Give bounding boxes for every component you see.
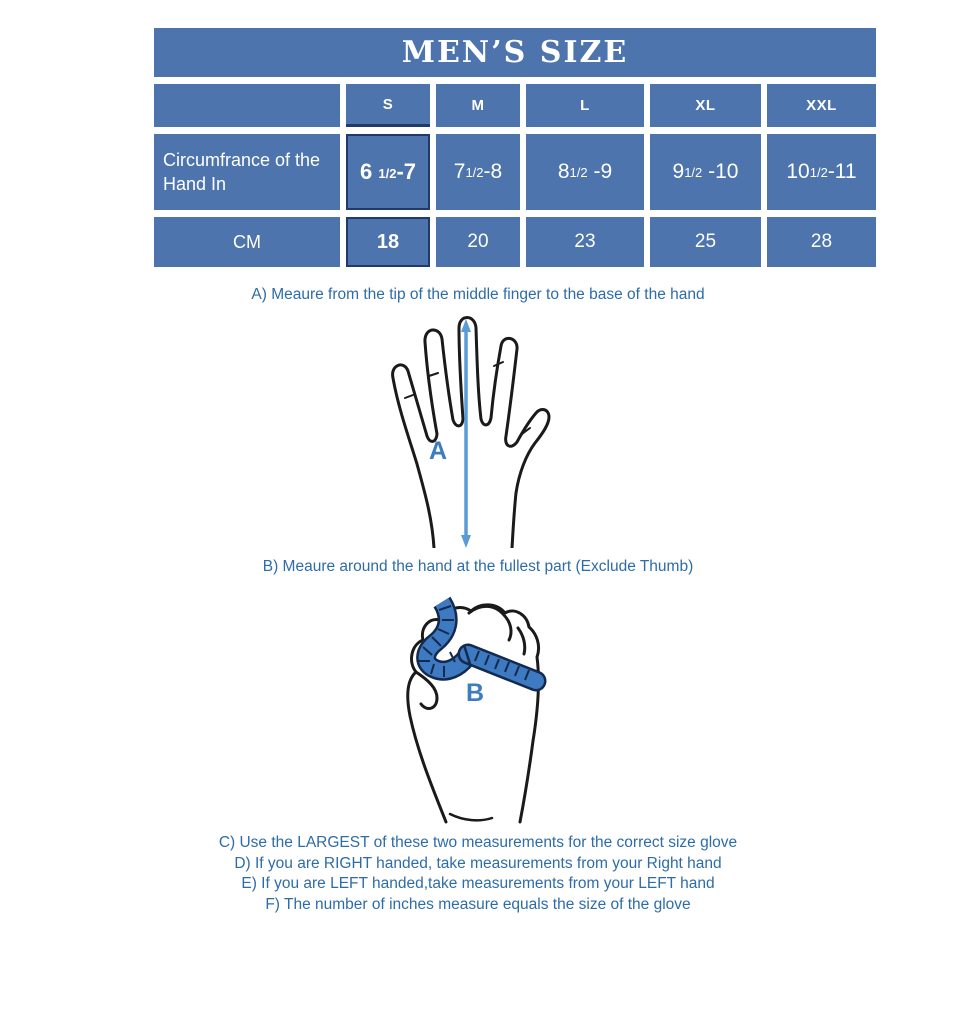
inches-value-xl xyxy=(650,134,761,210)
col-header-xl: XL xyxy=(650,84,761,127)
col-header-m: M xyxy=(436,84,520,127)
inches-value-l-text: 81/2 -9 xyxy=(557,160,613,183)
fist-label: B xyxy=(465,679,485,707)
row-label-circumference: Circumfrance of the Hand In xyxy=(154,134,340,210)
inches-value-m xyxy=(436,134,520,210)
notes-block xyxy=(0,833,956,915)
col-header-l: L xyxy=(526,84,644,127)
col-header-blank xyxy=(154,84,340,127)
cm-value-m: 20 xyxy=(436,217,520,267)
open-hand-label: A xyxy=(428,437,448,465)
note-e: E) If you are LEFT handed,take measurements from your LEFT hand xyxy=(241,875,715,892)
cm-value-l: 23 xyxy=(526,217,644,267)
note-a: A) Meaure from the tip of the middle finger to the base of the hand xyxy=(251,286,705,303)
col-header-xxl: XXL xyxy=(767,84,876,127)
note-f: F) The number of inches measure equals the size of the glove xyxy=(265,895,691,913)
inches-value-l xyxy=(526,134,644,210)
col-header-s: S xyxy=(346,84,430,127)
fist-illustration xyxy=(390,588,570,828)
cm-value-s: 18 xyxy=(346,217,430,267)
inches-value-s-text: 6 1/2-7 xyxy=(360,159,416,184)
open-hand-outline xyxy=(393,318,549,549)
inches-value-s xyxy=(346,134,430,210)
table-title: MEN’S SIZE xyxy=(154,28,876,77)
size-chart xyxy=(154,28,876,267)
note-d: D) If you are RIGHT handed, take measurements from your Right hand xyxy=(234,854,722,872)
open-hand-illustration xyxy=(372,312,572,548)
row-label-cm: CM xyxy=(154,217,340,267)
fist-figure xyxy=(390,588,570,828)
note-c: C) Use the LARGEST of these two measurements for the correct size glove xyxy=(218,834,738,851)
inches-value-m-text: 71/2-8 xyxy=(453,160,503,183)
size-table-grid xyxy=(154,84,876,267)
cm-value-xxl: 28 xyxy=(767,217,876,267)
inches-value-xxl xyxy=(767,134,876,210)
open-hand-figure xyxy=(372,312,572,548)
inches-value-xxl-text: 101/2-11 xyxy=(786,160,857,183)
cm-value-xl: 25 xyxy=(650,217,761,267)
inches-value-xl-text: 91/2 -10 xyxy=(672,160,739,183)
note-b: B) Meaure around the hand at the fullest part (Exclude Thumb) xyxy=(262,558,694,575)
